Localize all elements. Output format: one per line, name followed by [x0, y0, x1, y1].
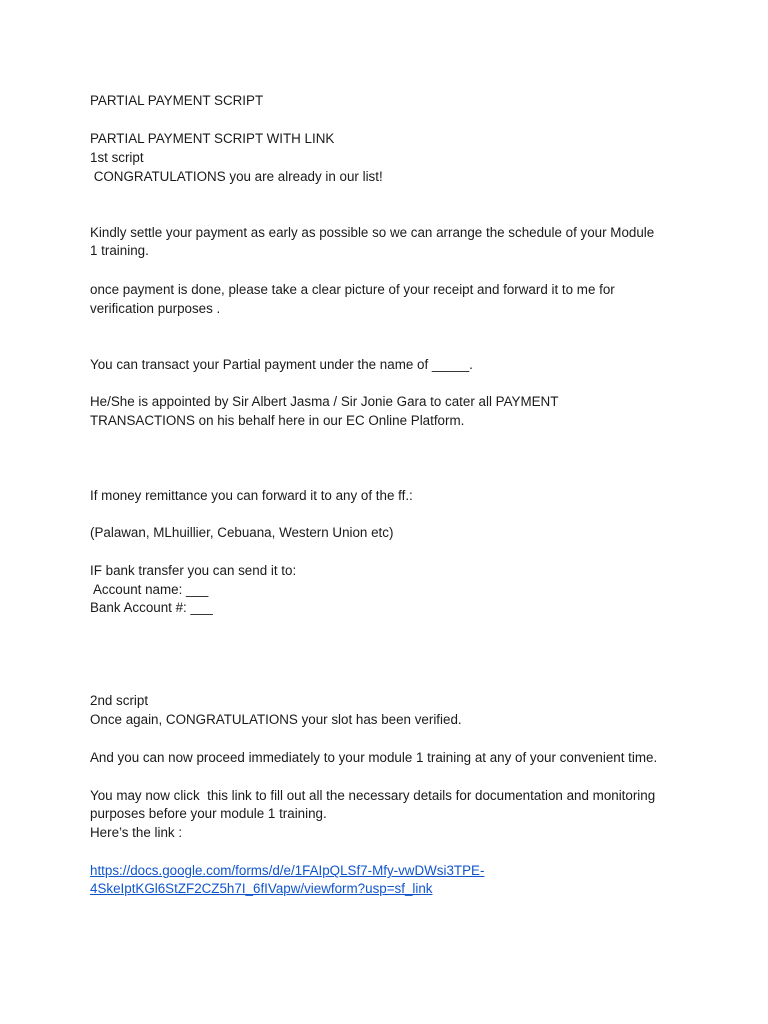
bank-account-line: Bank Account #: ___ [90, 600, 213, 615]
proceed-paragraph: And you can now proceed immediately to your module 1 training at any of your convenient time. [90, 750, 658, 765]
script2-greeting: Once again, CONGRATULATIONS your slot has been verified. [90, 712, 462, 727]
appointed-paragraph-line2: TRANSACTIONS on his behalf here in our EC Online Platform. [90, 413, 465, 428]
remittance-options: (Palawan, MLhuillier, Cebuana, Western Union etc) [90, 525, 394, 540]
form-link-line2[interactable]: 4SkeIptKGl6StZF2CZ5h7I_6fIVapw/viewform?usp=sf_link [90, 881, 433, 896]
account-name-line: Account name: ___ [90, 582, 209, 597]
document-title: PARTIAL PAYMENT SCRIPT [90, 93, 264, 108]
transact-paragraph: You can transact your Partial payment under the name of _____. [90, 357, 473, 372]
document-subtitle: PARTIAL PAYMENT SCRIPT WITH LINK [90, 131, 335, 146]
bank-transfer-intro: IF bank transfer you can send it to: [90, 563, 297, 578]
click-paragraph-line2: purposes before your module 1 training. [90, 806, 327, 821]
form-link-line1[interactable]: https://docs.google.com/forms/d/e/1FAIpQLSf7-Mfy-vwDWsi3TPE- [90, 863, 485, 878]
receipt-paragraph-line1: once payment is done, please take a clear picture of your receipt and forward it to me for [90, 282, 615, 297]
settle-paragraph-line2: 1 training. [90, 243, 149, 258]
remittance-paragraph: If money remittance you can forward it to any of the ff.: [90, 488, 413, 503]
script1-label: 1st script [90, 150, 144, 165]
appointed-paragraph-line1: He/She is appointed by Sir Albert Jasma / Sir Jonie Gara to cater all PAYMENT [90, 394, 559, 409]
receipt-paragraph-line2: verification purposes . [90, 301, 221, 316]
settle-paragraph-line1: Kindly settle your payment as early as possible so we can arrange the schedule of your Module [90, 225, 655, 240]
heres-the-link-label: Here’s the link : [90, 825, 183, 840]
click-paragraph-line1: You may now click this link to fill out all the necessary details for documentation and monitoring [90, 788, 656, 803]
script1-greeting: CONGRATULATIONS you are already in our list! [90, 169, 383, 184]
script2-label: 2nd script [90, 693, 149, 708]
